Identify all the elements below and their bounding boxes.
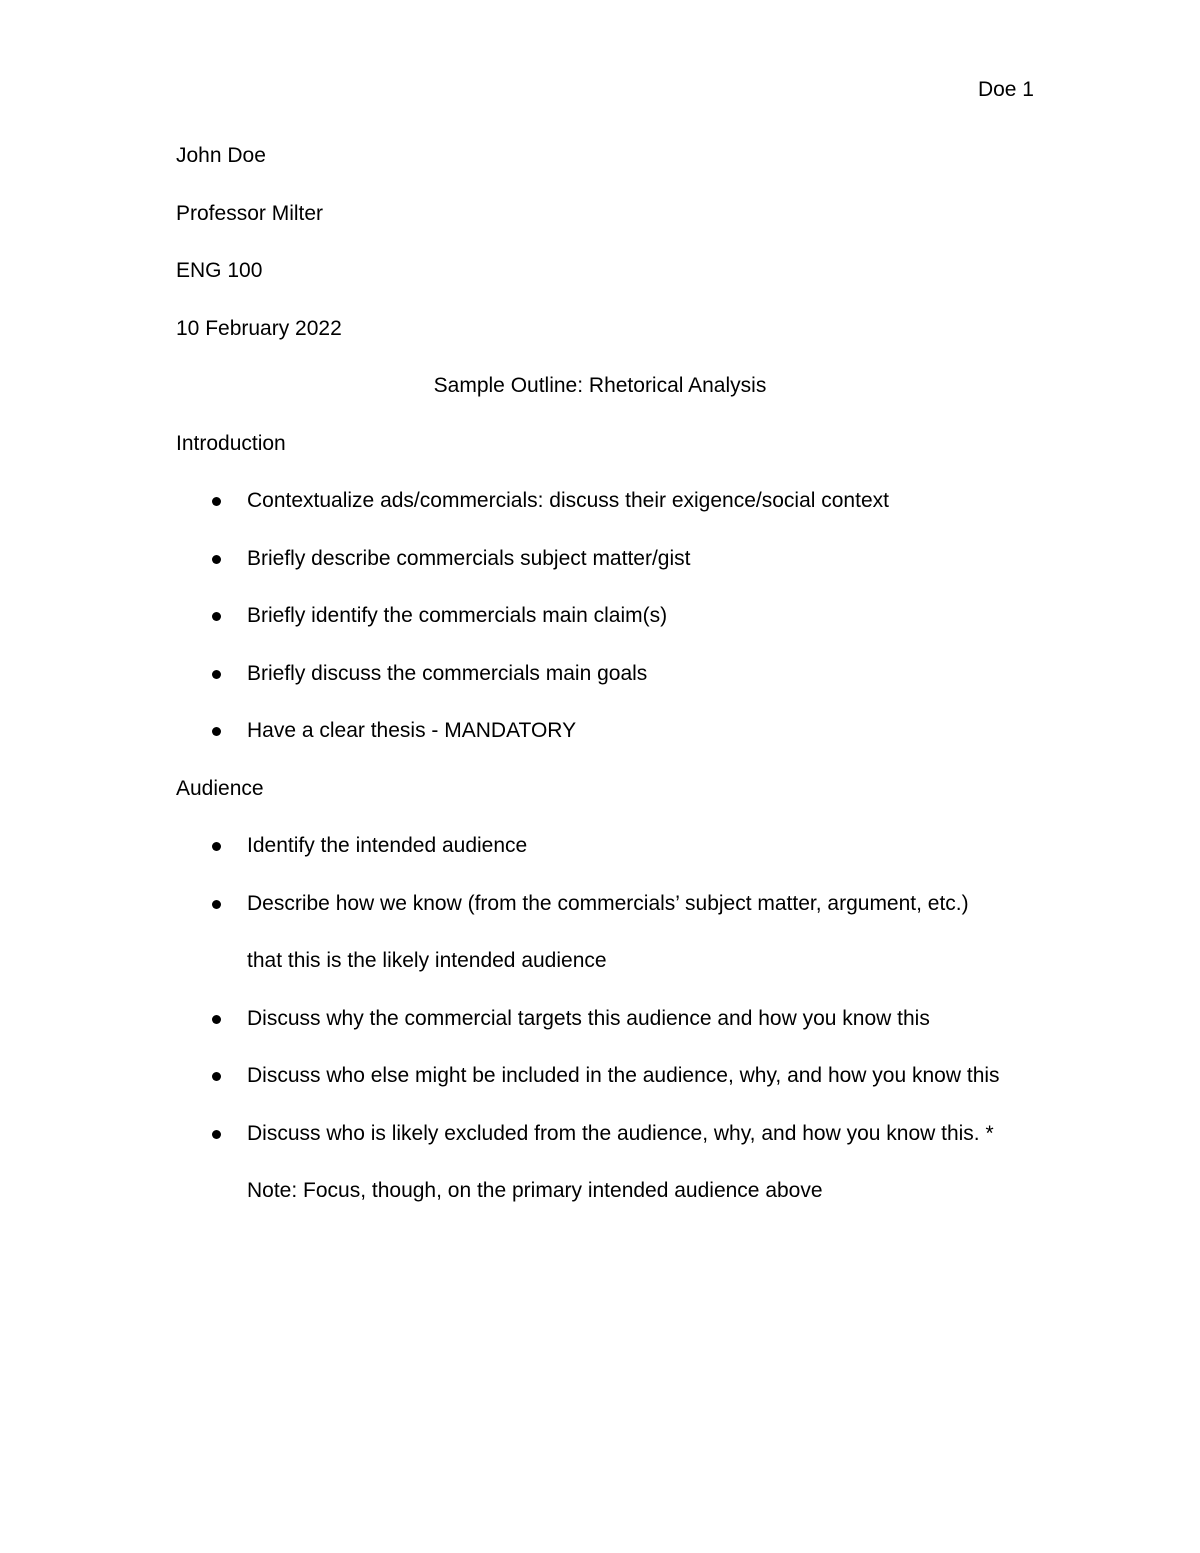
bullet-icon xyxy=(212,612,221,621)
bullet-icon xyxy=(212,497,221,506)
bullet-icon xyxy=(212,1130,221,1139)
list-item-text: Briefly describe commercials subject matter/gist xyxy=(247,546,691,570)
page-number: Doe 1 xyxy=(977,78,1034,101)
bullet-icon xyxy=(212,900,221,909)
list-item xyxy=(176,832,1036,860)
list-item-text: Discuss who is likely excluded from the audience, why, and how you know this. * xyxy=(247,1121,994,1145)
instructor-name: Professor Milter xyxy=(176,201,324,225)
list-item-text: Describe how we know (from the commercials’ subject matter, argument, etc.) xyxy=(247,891,969,915)
list-item-text: Discuss why the commercial targets this audience and how you know this xyxy=(247,1006,930,1030)
document-date: 10 February 2022 xyxy=(176,316,342,340)
document-body xyxy=(176,142,1036,1235)
list-item xyxy=(176,545,1036,573)
list-item-text: Briefly discuss the commercials main goals xyxy=(247,661,648,685)
list-item xyxy=(176,487,1036,515)
list-item-text: Have a clear thesis - MANDATORY xyxy=(247,719,577,742)
list-item xyxy=(176,1120,1036,1148)
list-item xyxy=(176,717,1036,745)
document-title: Sample Outline: Rhetorical Analysis xyxy=(433,374,767,397)
bullet-icon xyxy=(212,1015,221,1024)
bullet-icon xyxy=(212,842,221,851)
student-name: John Doe xyxy=(176,144,266,167)
list-item xyxy=(176,890,1036,918)
introduction-list xyxy=(176,487,1036,745)
bullet-icon xyxy=(212,1072,221,1081)
list-item xyxy=(176,660,1036,688)
list-item-text: Briefly identify the commercials main claim(s) xyxy=(247,604,668,627)
section-heading-introduction: Introduction xyxy=(176,431,286,455)
bullet-icon xyxy=(212,670,221,679)
list-item xyxy=(176,1062,1036,1090)
course-name: ENG 100 xyxy=(176,259,263,282)
list-item-continuation: that this is the likely intended audience xyxy=(247,949,607,972)
list-item-continuation: Note: Focus, though, on the primary intended audience above xyxy=(247,1179,823,1202)
bullet-icon xyxy=(212,555,221,564)
audience-list xyxy=(176,832,1036,1205)
list-item xyxy=(176,602,1036,630)
list-item-text: Identify the intended audience xyxy=(247,834,528,857)
list-item xyxy=(176,1005,1036,1033)
bullet-icon xyxy=(212,727,221,736)
list-item-text: Discuss who else might be included in the audience, why, and how you know this xyxy=(247,1064,1000,1087)
section-heading-audience: Audience xyxy=(176,776,264,800)
list-item-text: Contextualize ads/commercials: discuss their exigence/social context xyxy=(247,489,889,512)
